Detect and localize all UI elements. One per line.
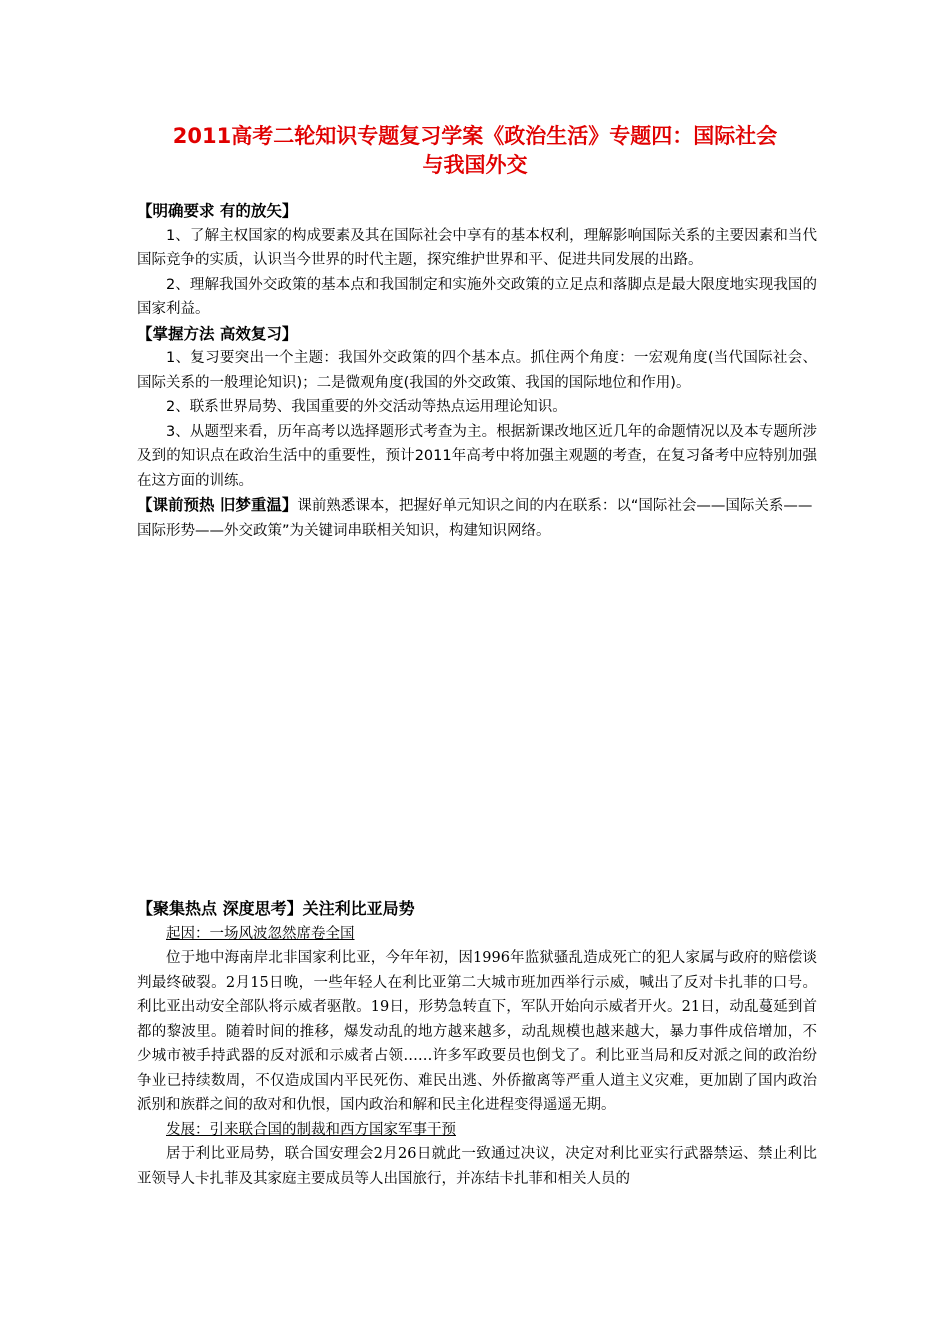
upper-content [137,199,817,543]
requirements-paragraph-2: 2、理解我国外交政策的基本点和我国制定和实施外交政策的立足点和落脚点是最大限度地实现我国的国家利益。 [137,276,817,317]
requirements-paragraph-1: 1、了解主权国家的构成要素及其在国际社会中享有的基本权利，理解影响国际关系的主要因素和当代国际竞争的实质，认识当今世界的时代主题，探究维护世界和平、促进共同发展的出路。 [137,227,817,268]
methods-paragraph-2: 2、联系世界局势、我国重要的外交活动等热点运用理论知识。 [166,399,567,415]
cause-subheading: 起因：一场风波忽然席卷全国 [166,925,355,942]
title-line-1: 2011高考二轮知识专题复习学案《政治生活》专题四：国际社会 [172,124,778,148]
title-line-2: 与我国外交 [422,153,528,177]
methods-paragraph-3: 3、从题型来看，历年高考以选择题形式考查为主。根据新课改地区近几年的命题情况以及本专题所涉及到的知识点在政治生活中的重要性，预计2011年高考中将加强主观题的考查，在复习备考中应特别加强在这方面的训练。 [137,423,817,489]
methods-paragraph-1: 1、复习要突出一个主题：我国外交政策的四个基本点。抓住两个角度：一宏观角度(当代国际社会、国际关系的一般理论知识)；二是微观角度(我国的外交政策、我国的国际地位和作用)。 [137,350,817,391]
document-title [130,122,820,180]
development-subheading: 发展：引来联合国的制裁和西方国家军事干预 [166,1121,456,1138]
section-heading-hotspot: 【聚集热点 深度思考】关注利比亚局势 [137,899,415,918]
preview-text: 课前熟悉课本，把握好单元知识之间的内在联系：以“国际社会——国际关系——国际形势——外交政策”为关键词串联相关知识，构建知识网络。 [137,498,813,539]
section-heading-methods: 【掌握方法 高效复习】 [137,324,298,343]
section-heading-preview: 【课前预热 旧梦重温】 [137,496,298,514]
lower-content [137,897,817,1191]
section-heading-requirements: 【明确要求 有的放矢】 [137,202,298,220]
preview-paragraph [137,493,817,543]
cause-paragraph: 位于地中海南岸北非国家利比亚，今年年初，因1996年监狱骚乱造成死亡的犯人家属与政府的赔偿谈判最终破裂。2月15日晚，一些年轻人在利比亚第二大城市班加西举行示威，喊出了反对卡扎菲的口号。利比亚出动安全部队将示威者驱散。19日，形势急转直下，军队开始向示威者开火。21日，动乱蔓延到首都的黎波里。随着时间的推移，爆发动乱的地方越来越多，动乱规模也越来越大，暴力事件成倍增加，不少城市被手持武器的反对派和示威者占领……许多军政要员也倒戈了。利比亚当局和反对派之间的政治纷争业已持续数周，不仅造成国内平民死伤、难民出逃、外侨撤离等严重人道主义灾难，更加剧了国内政治派别和族群之间的敌对和仇恨，国内政治和解和民主化进程变得遥遥无期。 [137,950,817,1113]
development-paragraph: 居于利比亚局势，联合国安理会2月26日就此一致通过决议，决定对利比亚实行武器禁运、禁止利比亚领导人卡扎菲及其家庭主要成员等人出国旅行，并冻结卡扎菲和相关人员的 [137,1146,817,1187]
